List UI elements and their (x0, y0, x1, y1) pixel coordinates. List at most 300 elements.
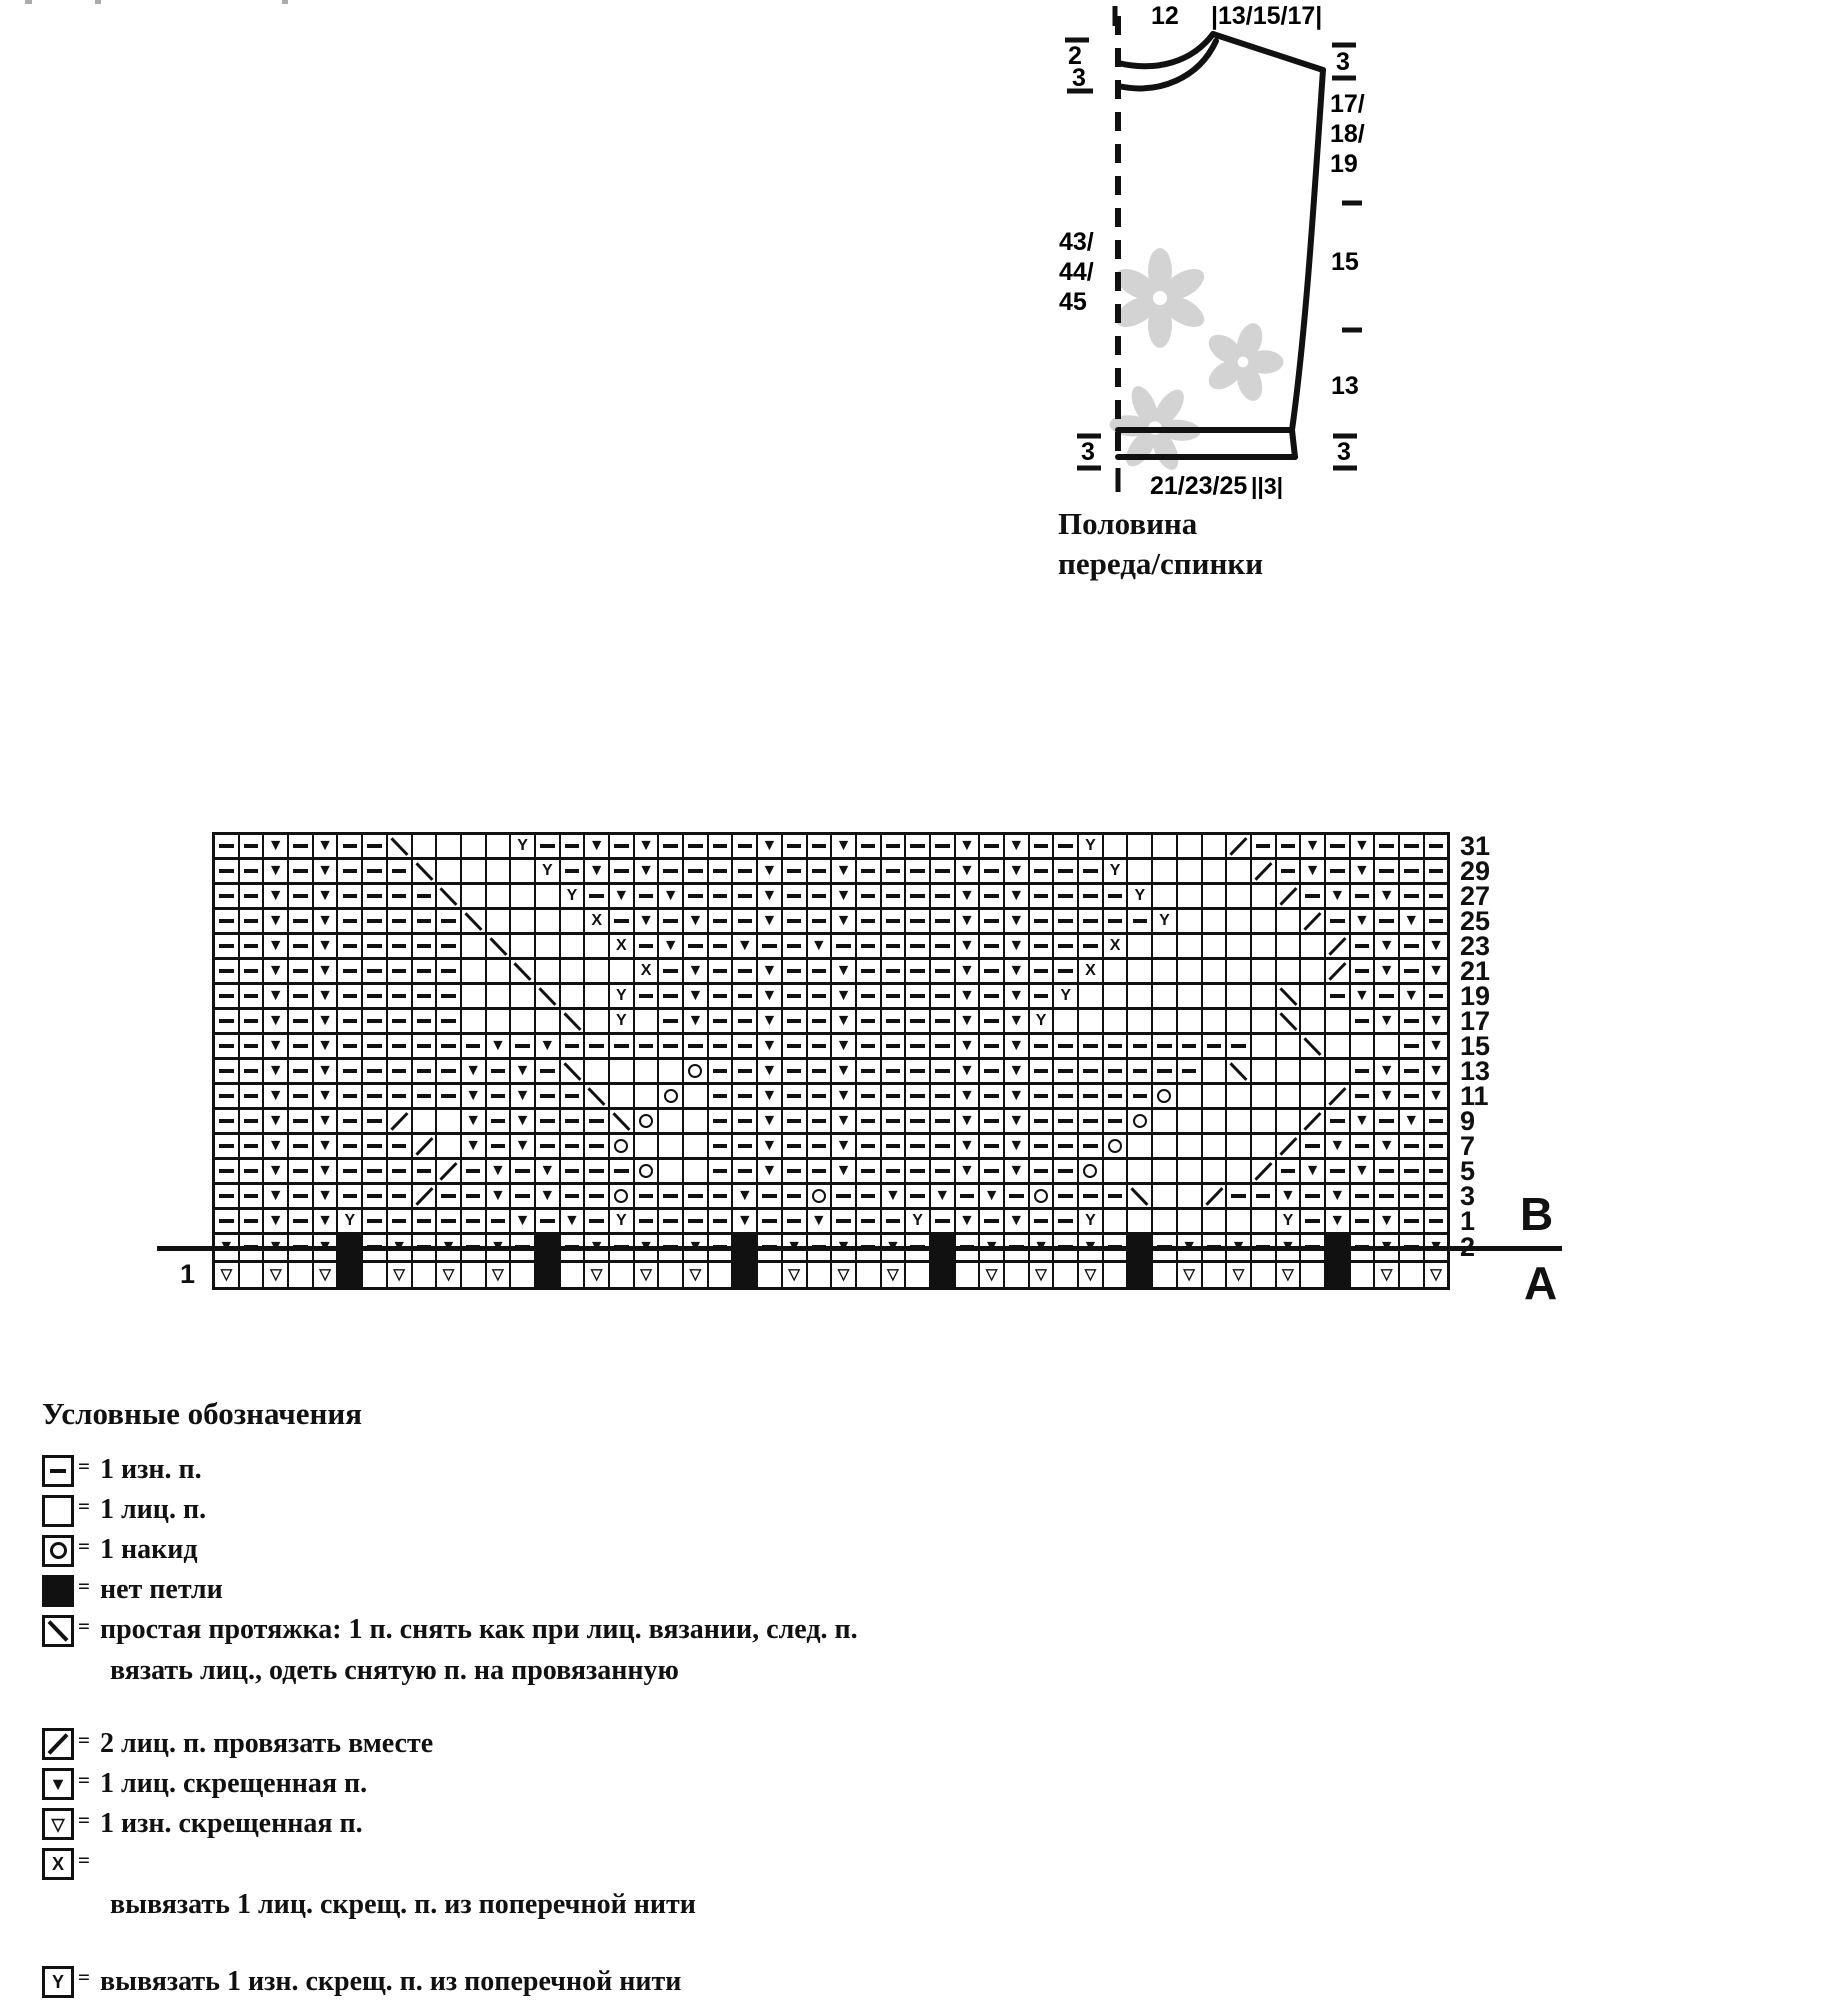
chart-cell (1425, 935, 1448, 957)
chart-cell (1153, 1060, 1176, 1082)
chart-cell (363, 1135, 386, 1157)
chart-cell (585, 860, 608, 882)
chart-cell (363, 1263, 386, 1288)
equals-sign: = (78, 1767, 90, 1792)
chart-cell (462, 1135, 485, 1157)
chart-cell (1425, 1160, 1448, 1182)
chart-cell (487, 1185, 510, 1207)
row-number-label: 29 (1460, 855, 1491, 886)
chart-cell (906, 1035, 929, 1057)
chart-cell (388, 1085, 411, 1107)
chart-cell (1030, 1060, 1053, 1082)
chart-cell (338, 935, 361, 957)
bottom-band-label: ||3| (1251, 473, 1284, 499)
chart-cell (264, 860, 287, 882)
chart-cell (561, 1110, 584, 1132)
chart-cell (832, 1110, 855, 1132)
chart-cell (1030, 960, 1053, 982)
chart-cell (413, 1160, 436, 1182)
height-label-3: 45 (1059, 288, 1087, 316)
chart-cell (832, 910, 855, 932)
chart-cell (956, 1085, 979, 1107)
chart-cell (832, 1035, 855, 1057)
chart-cell (635, 960, 658, 982)
chart-cell (1301, 835, 1324, 857)
chart-cell (980, 1210, 1003, 1232)
chart-cell (857, 910, 880, 932)
chart-cell (635, 1085, 658, 1107)
chart-cell (413, 1135, 436, 1157)
make1-knit-twisted-icon (42, 1848, 74, 1880)
chart-cell (931, 885, 954, 907)
chart-cell (1203, 960, 1226, 982)
chart-cell (437, 835, 460, 857)
chart-cell (1252, 1035, 1275, 1057)
stitch-chart (180, 830, 1558, 1309)
chart-cell (1128, 1160, 1151, 1182)
chart-cell (289, 1135, 312, 1157)
chart-cell (832, 1135, 855, 1157)
chart-cell (215, 935, 238, 957)
row-number-label: 1 (1460, 1205, 1476, 1236)
chart-cell (1178, 835, 1201, 857)
chart-cell (437, 960, 460, 982)
chart-cell (906, 985, 929, 1007)
chart-cell (511, 1185, 534, 1207)
legend-item (42, 1768, 1222, 1801)
chart-cell (1079, 1035, 1102, 1057)
chart-cell (733, 860, 756, 882)
chart-cell (1301, 1035, 1324, 1057)
chart-cell (462, 1185, 485, 1207)
legend-item (42, 1574, 1222, 1607)
chart-cell (1153, 1010, 1176, 1032)
chart-cell (733, 1010, 756, 1032)
scan-speck (282, 0, 288, 4)
chart-cell (808, 1263, 831, 1288)
chart-cell (610, 985, 633, 1007)
chart-cell (758, 1110, 781, 1132)
row-number-label: 13 (1460, 1055, 1491, 1086)
chart-cell (536, 1010, 559, 1032)
chart-cell (1030, 935, 1053, 957)
chart-cell (610, 1185, 633, 1207)
row-number-label: 11 (1460, 1080, 1489, 1111)
chart-cell (264, 1263, 287, 1288)
legend-item-text: 2 лиц. п. провязать вместе (99, 1728, 434, 1759)
chart-cell (808, 885, 831, 907)
chart-cell (338, 1160, 361, 1182)
chart-cell (1128, 1035, 1151, 1057)
chart-cell (1277, 1185, 1300, 1207)
chart-cell (240, 1010, 263, 1032)
chart-cell (1079, 910, 1102, 932)
chart-cell (931, 1085, 954, 1107)
chart-cell (1227, 1185, 1250, 1207)
chart-cell (1351, 1160, 1374, 1182)
chart-cell (931, 1135, 954, 1157)
chart-cell (314, 985, 337, 1007)
chart-cell (264, 1085, 287, 1107)
chart-cell (1326, 1035, 1349, 1057)
chart-cell (808, 1110, 831, 1132)
chart-cell (956, 935, 979, 957)
legend-item (42, 1848, 1222, 1881)
chart-cell (264, 885, 287, 907)
chart-cell (610, 935, 633, 957)
chart-cell (1326, 1135, 1349, 1157)
chart-cell (1030, 1110, 1053, 1132)
chart-cell (684, 885, 707, 907)
chart-cell (758, 1035, 781, 1057)
stitch-chart-grid (212, 832, 1450, 1290)
chart-cell (1079, 935, 1102, 957)
chart-cell (808, 985, 831, 1007)
chart-cell (832, 960, 855, 982)
chart-cell (1079, 885, 1102, 907)
chart-cell (289, 910, 312, 932)
chart-cell (1104, 910, 1127, 932)
chart-cell (437, 1060, 460, 1082)
chart-cell (413, 985, 436, 1007)
chart-cell (585, 910, 608, 932)
chart-cell (931, 1185, 954, 1207)
chart-cell (906, 910, 929, 932)
chart-cell (980, 1085, 1003, 1107)
chart-cell (684, 935, 707, 957)
chart-cell (857, 960, 880, 982)
chart-cell (931, 835, 954, 857)
chart-cell (980, 1135, 1003, 1157)
chart-cell (511, 910, 534, 932)
chart-cell (1252, 1110, 1275, 1132)
chart-cell (338, 1110, 361, 1132)
chart-cell (1301, 1135, 1324, 1157)
chart-cell (1178, 1010, 1201, 1032)
legend-item-text: 1 изн. скрещенная п. (99, 1808, 363, 1839)
chart-cell (536, 1085, 559, 1107)
chart-cell (610, 1210, 633, 1232)
chart-cell (462, 1010, 485, 1032)
chart-cell (1054, 1035, 1077, 1057)
chart-cell (1425, 985, 1448, 1007)
chart-cell (1128, 985, 1151, 1007)
chart-cell (709, 835, 732, 857)
chart-cell (1227, 835, 1250, 857)
chart-cell (1227, 960, 1250, 982)
legend-item (42, 1494, 1222, 1527)
chart-cell (240, 1085, 263, 1107)
chart-cell (1375, 1160, 1398, 1182)
chart-cell (1351, 910, 1374, 932)
chart-cell (413, 1085, 436, 1107)
chart-cell (980, 860, 1003, 882)
equals-sign: = (78, 1965, 90, 1990)
chart-cell (1425, 1060, 1448, 1082)
chart-cell (413, 960, 436, 982)
chart-cell (635, 1210, 658, 1232)
equals-sign: = (78, 1454, 90, 1478)
chart-cell (1326, 835, 1349, 857)
chart-cell (783, 910, 806, 932)
chart-cell (1375, 885, 1398, 907)
chart-cell (857, 985, 880, 1007)
chart-cell (684, 1060, 707, 1082)
chart-cell (338, 885, 361, 907)
chart-cell (1030, 1135, 1053, 1157)
chart-cell (536, 935, 559, 957)
chart-cell (1252, 835, 1275, 857)
chart-cell (857, 1110, 880, 1132)
chart-cell (487, 885, 510, 907)
chart-cell (585, 1185, 608, 1207)
chart-cell (462, 985, 485, 1007)
chart-cell (1400, 1060, 1423, 1082)
chart-cell (857, 885, 880, 907)
chart-cell (338, 1060, 361, 1082)
chart-cell (808, 960, 831, 982)
chart-cell (561, 1263, 584, 1288)
chart-cell (709, 935, 732, 957)
chart-cell (684, 860, 707, 882)
chart-cell (1203, 935, 1226, 957)
chart-cell (1425, 835, 1448, 857)
chart-cell (956, 885, 979, 907)
chart-cell (561, 910, 584, 932)
chart-cell (536, 1060, 559, 1082)
chart-cell (1351, 1263, 1374, 1288)
chart-cell (906, 1210, 929, 1232)
chart-cell (684, 910, 707, 932)
chart-cell (1351, 1085, 1374, 1107)
chart-cell (783, 935, 806, 957)
chart-cell (684, 1085, 707, 1107)
measure-ticks (1065, 6, 1362, 492)
section-divider-line (157, 1246, 1562, 1251)
chart-cell (1400, 935, 1423, 957)
chart-cell (1178, 1110, 1201, 1132)
chart-cell (1400, 985, 1423, 1007)
chart-cell (240, 935, 263, 957)
chart-cell (1203, 1263, 1226, 1288)
chart-cell (1301, 935, 1324, 957)
chart-cell (1054, 1060, 1077, 1082)
chart-cell (413, 1010, 436, 1032)
chart-cell (659, 960, 682, 982)
chart-cell (215, 1060, 238, 1082)
chart-cell (882, 1110, 905, 1132)
chart-cell (1203, 910, 1226, 932)
chart-cell (1375, 1263, 1398, 1288)
chart-cell (1227, 935, 1250, 957)
chart-cell (980, 1010, 1003, 1032)
chart-cell (1375, 1035, 1398, 1057)
chart-cell (882, 1185, 905, 1207)
chart-cell (1079, 1160, 1102, 1182)
chart-cell (487, 1060, 510, 1082)
chart-cell (1054, 860, 1077, 882)
row-number-label: 5 (1460, 1155, 1476, 1186)
equals-sign: = (78, 1614, 90, 1638)
chart-cell (487, 1035, 510, 1057)
chart-cell (363, 1160, 386, 1182)
row-number-label: 25 (1460, 905, 1491, 936)
chart-cell (956, 985, 979, 1007)
chart-cell (1005, 1060, 1028, 1082)
chart-cell (1301, 1160, 1324, 1182)
chart-cell (1326, 860, 1349, 882)
chart-cell (413, 910, 436, 932)
chart-cell (931, 1060, 954, 1082)
chart-cell (832, 885, 855, 907)
equals-sign: = (78, 1727, 90, 1752)
chart-cell (338, 910, 361, 932)
chart-cell (1104, 960, 1127, 982)
chart-cell (610, 860, 633, 882)
row-number-label: 7 (1460, 1130, 1476, 1161)
chart-cell (857, 1185, 880, 1207)
chart-cell (363, 885, 386, 907)
chart-cell (783, 1110, 806, 1132)
chart-cell (264, 1010, 287, 1032)
chart-cell (635, 1185, 658, 1207)
chart-cell (980, 960, 1003, 982)
legend-item (42, 1728, 1222, 1761)
chart-cell (437, 1185, 460, 1207)
chart-cell (215, 1035, 238, 1057)
chart-cell (1178, 860, 1201, 882)
knit-stitch-icon (42, 1495, 74, 1527)
chart-cell (684, 1185, 707, 1207)
chart-cell (709, 860, 732, 882)
chart-cell (857, 860, 880, 882)
chart-cell (1005, 1160, 1028, 1182)
chart-cell (1153, 985, 1176, 1007)
height-label-2: 44/ (1059, 258, 1094, 286)
chart-cell (808, 1210, 831, 1232)
chart-cell (709, 1010, 732, 1032)
chart-cell (585, 1210, 608, 1232)
chart-cell (1030, 1085, 1053, 1107)
chart-cell (240, 1263, 263, 1288)
chart-cell (511, 960, 534, 982)
section-a-label: A (1524, 1257, 1558, 1309)
chart-cell (561, 1135, 584, 1157)
chart-cell (314, 835, 337, 857)
chart-cell (536, 1210, 559, 1232)
chart-cell (783, 1263, 806, 1288)
chart-cell (832, 1160, 855, 1182)
chart-cell (1054, 1085, 1077, 1107)
chart-cell (1326, 935, 1349, 957)
chart-cell (511, 835, 534, 857)
chart-cell (413, 1185, 436, 1207)
chart-cell (1400, 1185, 1423, 1207)
legend-item (42, 1808, 1222, 1841)
chart-cell (388, 985, 411, 1007)
chart-cell (215, 960, 238, 982)
chart-cell (536, 1135, 559, 1157)
chart-cell (388, 1210, 411, 1232)
chart-cell (857, 935, 880, 957)
chart-cell (733, 935, 756, 957)
chart-cell (585, 960, 608, 982)
chart-cell (289, 1263, 312, 1288)
chart-cell (808, 935, 831, 957)
chart-cell (1351, 860, 1374, 882)
chart-cell (511, 1010, 534, 1032)
chart-cell (1030, 1010, 1053, 1032)
chart-cell (1400, 910, 1423, 932)
chart-cell (363, 860, 386, 882)
chart-cell (1104, 835, 1127, 857)
chart-cell (240, 1110, 263, 1132)
chart-cell (1178, 960, 1201, 982)
chart-cell (1425, 910, 1448, 932)
chart-cell (1301, 860, 1324, 882)
chart-cell (511, 1085, 534, 1107)
shoulder-label: 3 (1336, 48, 1350, 76)
chart-cell (561, 1185, 584, 1207)
chart-cell (462, 1035, 485, 1057)
chart-cell (635, 1010, 658, 1032)
chart-cell (1054, 1185, 1077, 1207)
row-number-label: 1 (180, 1259, 196, 1290)
chart-cell (783, 960, 806, 982)
chart-cell (808, 1085, 831, 1107)
chart-cell (758, 1085, 781, 1107)
chart-cell (388, 1160, 411, 1182)
chart-cell (733, 885, 756, 907)
chart-cell (413, 1110, 436, 1132)
caption-line-2: переда/спинки (1058, 546, 1264, 581)
chart-cell (980, 835, 1003, 857)
chart-cell (1005, 1110, 1028, 1132)
chart-cell (758, 1185, 781, 1207)
chart-cell (832, 860, 855, 882)
chart-cell (215, 1185, 238, 1207)
chart-cell (1326, 1010, 1349, 1032)
chart-cell (956, 1210, 979, 1232)
chart-cell (215, 985, 238, 1007)
chart-cell (1104, 885, 1127, 907)
legend-item-text: 1 изн. п. (99, 1454, 202, 1486)
chart-cell (1227, 1160, 1250, 1182)
chart-cell (437, 910, 460, 932)
chart-cell (314, 1263, 337, 1288)
chart-cell (1227, 1263, 1250, 1288)
chart-cell (1351, 935, 1374, 957)
equals-sign: = (78, 1494, 90, 1518)
chart-cell (1079, 1185, 1102, 1207)
chart-cell (857, 1010, 880, 1032)
chart-cell (338, 960, 361, 982)
chart-cell (1375, 960, 1398, 982)
chart-cell (289, 1035, 312, 1057)
chart-cell (1400, 1160, 1423, 1182)
chart-cell (1178, 985, 1201, 1007)
chart-cell (1128, 1135, 1151, 1157)
chart-cell (1252, 1210, 1275, 1232)
chart-cell (1400, 1035, 1423, 1057)
chart-cell (1301, 1210, 1324, 1232)
chart-cell (635, 1160, 658, 1182)
chart-cell (1104, 1135, 1127, 1157)
chart-cell (1030, 1263, 1053, 1288)
make1-purl-twisted-icon (42, 1966, 74, 1998)
chart-cell (659, 1085, 682, 1107)
scan-speck (25, 0, 32, 4)
